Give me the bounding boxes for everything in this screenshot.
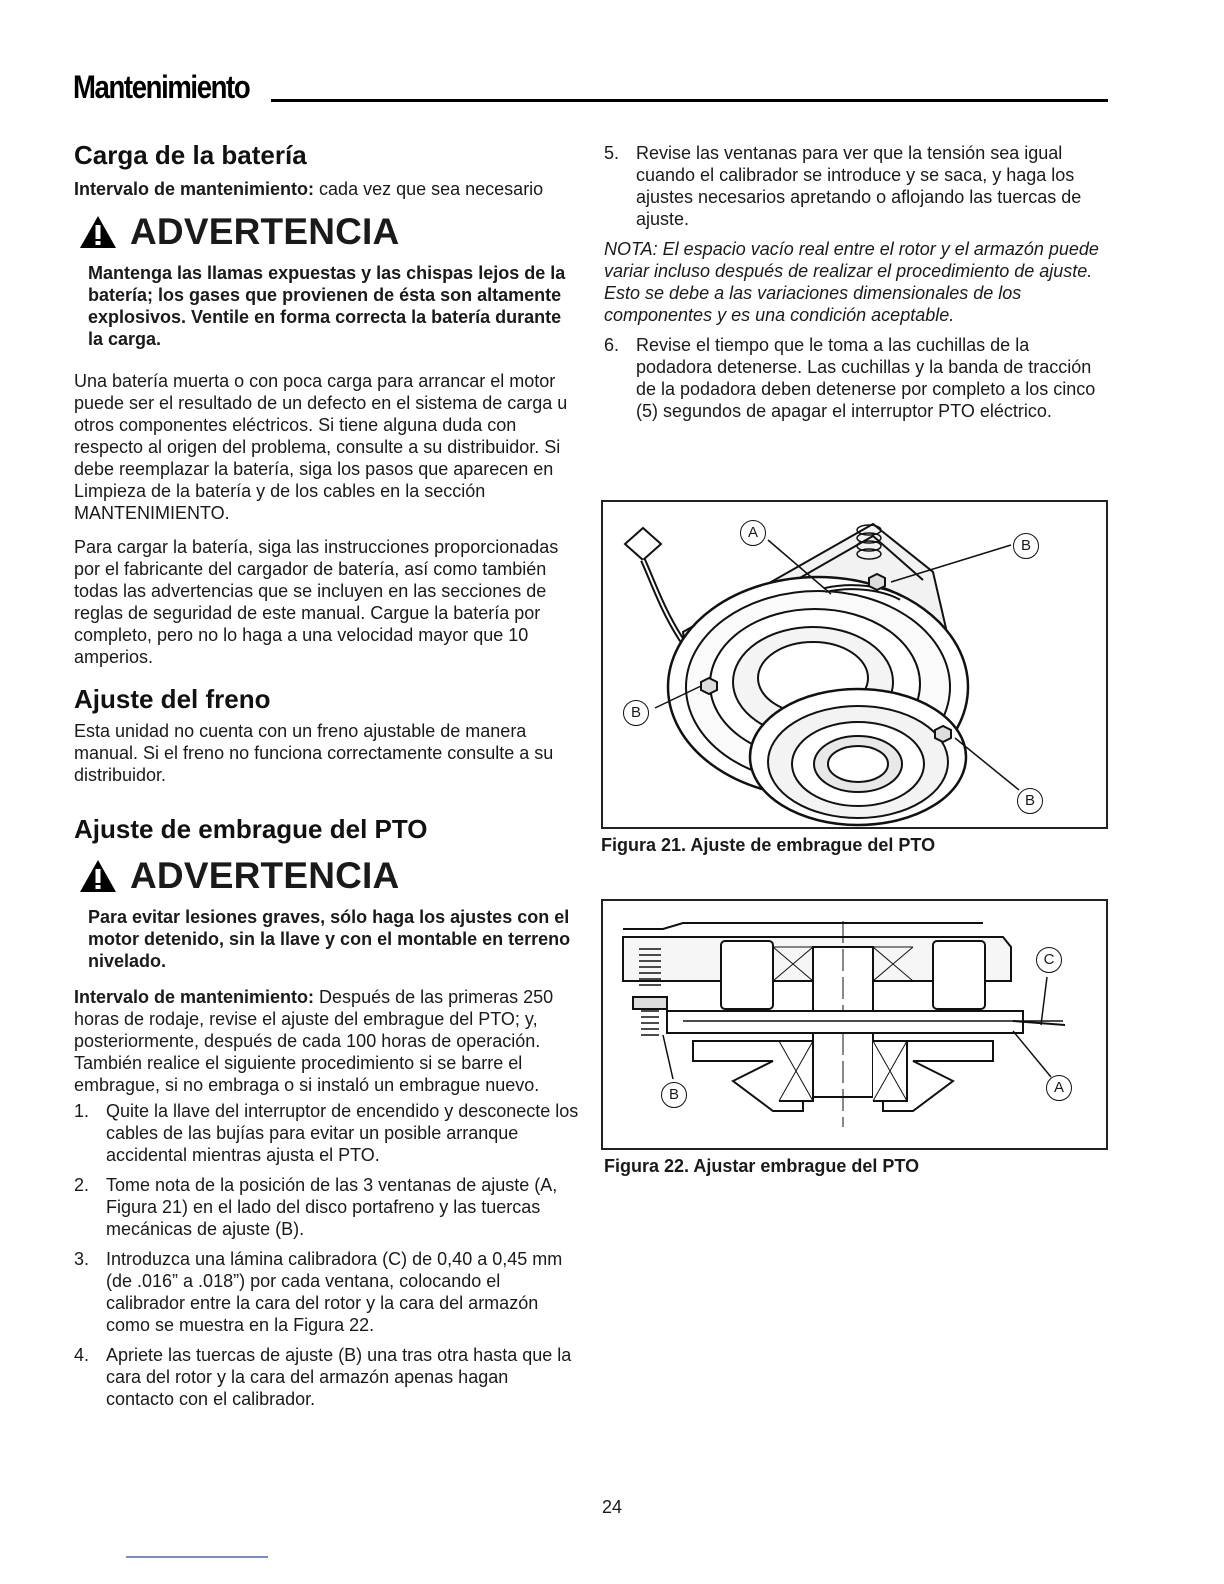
pto-interval: Intervalo de mantenimiento: Después de las primeras 250 horas de rodaje, revise el ajuste del embrague del PTO; y, posteriormente, después de cada 100 horas de operación. También realice el siguiente procedimiento si se barre el embrague, si no embraga o si instaló un embrague nuevo. (74, 987, 554, 1095)
section-title: Mantenimiento (73, 69, 250, 105)
list-item: 3. Introduzca una lámina calibradora (C) de 0,40 a 0,45 mm (de .016” a .018”) por cada ventana, colocando el calibrador entre la cara del rotor y la cara del armazón como se muestra en la Figura 22. (74, 1249, 563, 1335)
page-number: 24 (601, 1497, 623, 1517)
header-rule (271, 99, 1108, 102)
pto-steps-list-2 (604, 142, 1109, 230)
battery-para-1: Una batería muerta o con poca carga para arrancar el motor puede ser el resultado de un defecto en el sistema de carga u otros componentes eléctricos. Si tiene alguna duda con respecto al origen del problema, consulte a su distribuidor. Si debe reemplazar la batería, siga los pasos que aparecen en Limpieza de la batería y de los cables en la sección MANTENIMIENTO. (74, 371, 568, 523)
battery-heading: Carga de la batería (74, 140, 307, 170)
figure-22-caption: Figura 22. Ajustar embrague del PTO (604, 1156, 920, 1176)
pto-steps-list-1 (74, 1100, 579, 1410)
list-item: 4. Apriete las tuercas de ajuste (B) una tras otra hasta que la cara del rotor y la cara del armazón apenas hagan contacto con el calibrador. (74, 1345, 572, 1409)
callout-b-bottom: B (1017, 788, 1043, 814)
warning-triangle-icon (78, 214, 118, 250)
brake-heading: Ajuste del freno (74, 684, 271, 714)
callout-a: A (740, 520, 766, 546)
callout-b: B (661, 1082, 687, 1108)
battery-warning-header (74, 212, 579, 252)
battery-interval: Intervalo de mantenimiento: cada vez que sea necesario (74, 179, 544, 199)
brake-text: Esta unidad no cuenta con un freno ajustable de manera manual. Si el freno no funciona correctamente consulte a su distribuidor. (74, 721, 554, 785)
list-item: 5. Revise las ventanas para ver que la tensión sea igual cuando el calibrador se introduce y se saca, y haga los ajustes necesarios apretando o aflojando las tuercas de ajuste. (604, 143, 1082, 229)
callout-c: C (1036, 947, 1062, 973)
pto-steps-list-3 (604, 334, 1109, 422)
figure-21-caption: Figura 21. Ajuste de embrague del PTO (601, 835, 936, 855)
battery-warning-text: Mantenga las llamas expuestas y las chispas lejos de la batería; los gases que provienen de ésta son altamente explosivos. Ventile en forma correcta la batería durante la carga. (88, 263, 566, 349)
pto-warning-text: Para evitar lesiones graves, sólo haga los ajustes con el motor detenido, sin la llave y con el montable en terreno nivelado. (88, 907, 571, 971)
left-column (74, 140, 579, 1410)
list-item: 1. Quite la llave del interruptor de encendido y desconecte los cables de las bujías para evitar un posible arranque accidental mientras ajusta el PTO. (74, 1101, 579, 1165)
page-header (73, 70, 1108, 104)
figure-21 (601, 500, 1108, 829)
pto-clutch-cross-section (603, 901, 1106, 1148)
callout-b-left: B (623, 700, 649, 726)
callout-a: A (1046, 1075, 1072, 1101)
pto-heading: Ajuste de embrague del PTO (74, 814, 428, 844)
warning-title: ADVERTENCIA (130, 855, 400, 896)
warning-triangle-icon (78, 858, 118, 894)
pto-warning-header (74, 856, 579, 896)
note-text: NOTA: El espacio vacío real entre el rotor y el armazón puede variar incluso después de realizar el procedimiento de ajuste. Esto se debe a las variaciones dimensionales de los componentes y es una condición aceptable. (604, 239, 1099, 325)
footer-rule (126, 1556, 268, 1558)
battery-para-2: Para cargar la batería, siga las instrucciones proporcionadas por el fabricante del cargador de batería, así como también todas las advertencias que se incluyen en las secciones de reglas de seguridad de este manual. Cargue la batería por completo, pero no lo haga a una velocidad mayor que 10 amperios. (74, 537, 559, 667)
warning-title: ADVERTENCIA (130, 211, 400, 252)
list-item: 2. Tome nota de la posición de las 3 ventanas de ajuste (A, Figura 21) en el lado del disco portafreno y las tuercas mecánicas de ajuste (B). (74, 1175, 558, 1239)
figure-22 (601, 899, 1108, 1150)
right-column (604, 142, 1109, 422)
callout-b-top: B (1013, 533, 1039, 559)
list-item: 6. Revise el tiempo que le toma a las cuchillas de la podadora detenerse. Las cuchillas y la banda de tracción de la podadora deben detenerse por completo a los cinco (5) segundos de apagar el interruptor PTO eléctrico. (604, 335, 1096, 421)
